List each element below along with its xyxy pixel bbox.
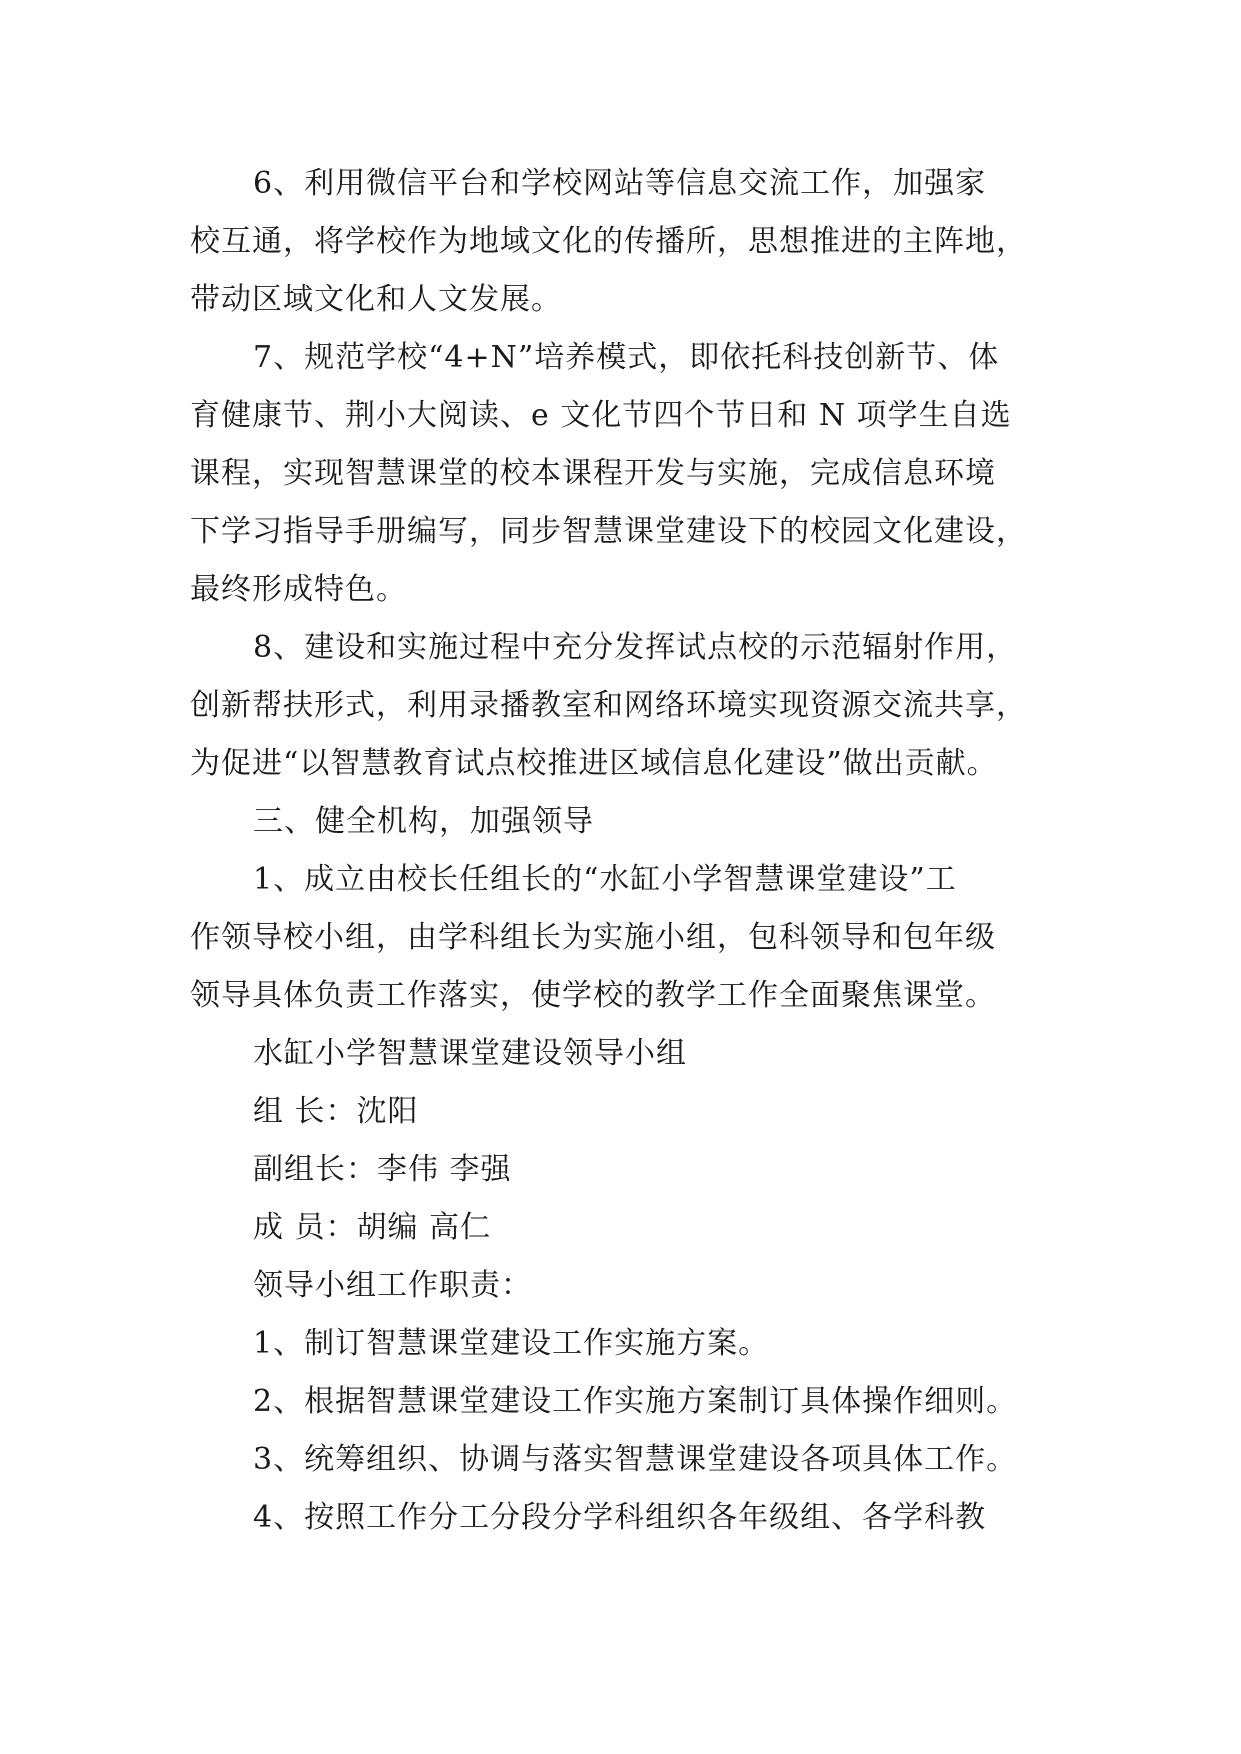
group-leader: 组 长：沈阳 (253, 1094, 419, 1129)
paragraph-line: 课程，实现智慧课堂的校本课程开发与实施，完成信息环境 (190, 456, 996, 491)
duty-item: 2、根据智慧课堂建设工作实施方案制订具体操作细则。 (253, 1384, 1018, 1419)
paragraph-line: 下学习指导手册编写，同步智慧课堂建设下的校园文化建设， (190, 514, 1027, 549)
document-body (190, 155, 1070, 1547)
paragraph-line: 领导具体负责工作落实，使学校的教学工作全面聚焦课堂。 (190, 978, 996, 1013)
paragraph-line: 作领导校小组，由学科组长为实施小组，包科领导和包年级 (190, 920, 996, 955)
duties-heading: 领导小组工作职责： (253, 1268, 532, 1303)
paragraph-line: 8、建设和实施过程中充分发挥试点校的示范辐射作用， (253, 630, 1018, 665)
paragraph-line: 育健康节、荆小大阅读、e 文化节四个节日和 N 项学生自选 (190, 398, 1012, 433)
group-deputy-leaders: 副组长：李伟 李强 (253, 1152, 512, 1187)
duty-item: 4、按照工作分工分段分学科组织各年级组、各学科教 (253, 1500, 987, 1535)
paragraph-line: 创新帮扶形式，利用录播教室和网络环境实现资源交流共享， (190, 688, 1027, 723)
paragraph-line: 1、成立由校长任组长的“水缸小学智慧课堂建设”工 (253, 862, 957, 897)
paragraph-line: 为促进“以智慧教育试点校推进区域信息化建设”做出贡献。 (190, 746, 998, 781)
group-title: 水缸小学智慧课堂建设领导小组 (253, 1036, 687, 1071)
paragraph-line: 6、利用微信平台和学校网站等信息交流工作，加强家 (253, 166, 987, 201)
paragraph-line: 最终形成特色。 (190, 572, 407, 607)
paragraph-line: 7、规范学校“4+N”培养模式，即依托科技创新节、体 (253, 340, 1000, 375)
paragraph-line: 校互通，将学校作为地域文化的传播所，思想推进的主阵地， (190, 224, 1027, 259)
duty-item: 3、统筹组织、协调与落实智慧课堂建设各项具体工作。 (253, 1442, 1018, 1477)
paragraph-line: 带动区域文化和人文发展。 (190, 282, 562, 317)
duty-item: 1、制订智慧课堂建设工作实施方案。 (253, 1326, 770, 1361)
section-heading: 三、健全机构，加强领导 (253, 804, 594, 839)
group-members: 成 员：胡编 高仁 (253, 1210, 492, 1245)
